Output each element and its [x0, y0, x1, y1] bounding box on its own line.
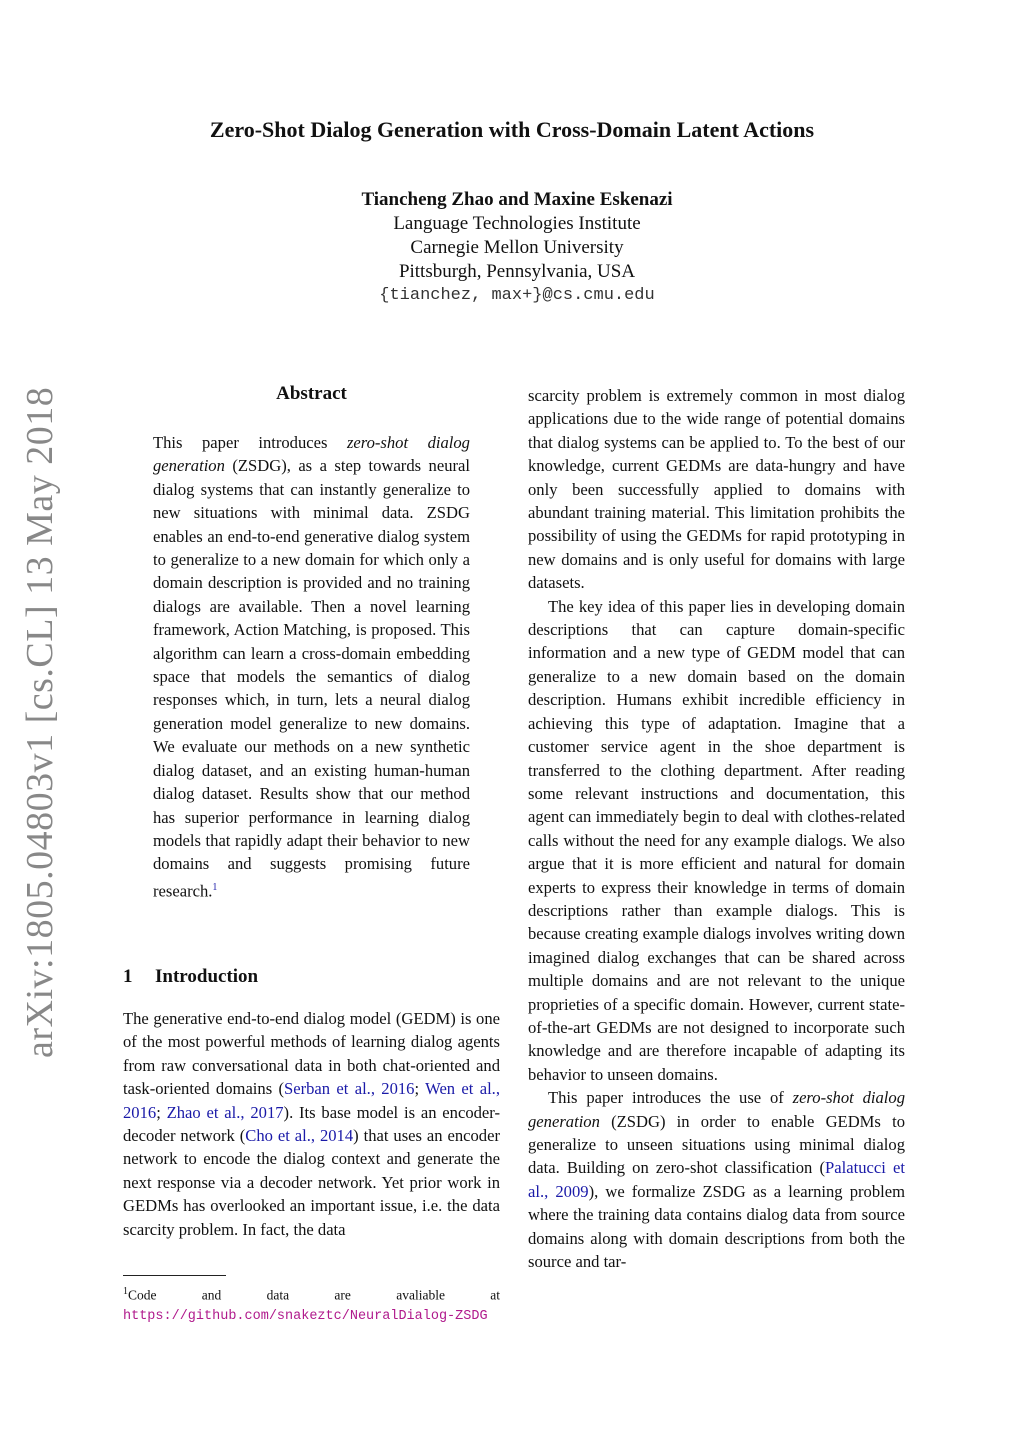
- author-email: {tianchez, max+}@cs.cmu.edu: [379, 286, 655, 305]
- right-paragraph-1: scarcity problem is extremely common in most dialog applications due to the wide range of potential domains that dialog systems can be applied to. To the best of our knowledge, current GEDMs are data-hungry and have only been successfully applied to domains with abundant training material. This limitation prohibits the possibility of using the GEDMs for rapid prototyping in new domains and is only useful for domains with large datasets.: [528, 386, 905, 593]
- abstract-term: zero-shot dialog generation: [153, 433, 470, 476]
- intro-text-c: ) that uses an encoder network to encode the dialog context and generate the next response via a decoder network. Yet prior work in GEDMs has overlooked an important issue, i.e. the data scarcity problem. In fact, the data: [123, 1126, 500, 1239]
- citation-palatucci[interactable]: Palatucci et al., 2009: [528, 1158, 905, 1201]
- footnote-divider: [123, 1275, 226, 1276]
- section-number: 1: [123, 966, 133, 987]
- intro-paragraph-1: [123, 1007, 500, 1241]
- footnote-ref[interactable]: 1: [212, 881, 218, 893]
- right-paragraph-2: The key idea of this paper lies in developing domain descriptions that can capture domain-specific information and a new type of GEDM model that can generalize to a new domain based on the domain description. Humans exhibit incredible efficiency in achieving this type of adaptation. Imagine that a customer service agent in the shoe department is transferred to the clothing department. After reading some relevant instructions and documentation, this agent can immediately begin to deal with clothes-related calls without the need for any example dialogs. We also argue that it is more efficient and natural for domain experts to express their knowledge in terms of domain descriptions rather than example dialogs. This is because creating example dialogs involves writing down imagined dialog exchanges that can be shared across multiple domains and are not relevant to the unique proprieties of a specific domain. However, current state-of-the-art GEDMs are not designed to incorporate such knowledge and are therefore incapable of adapting its behavior to unseen domains.: [528, 596, 905, 1084]
- author-location: Pittsburgh, Pennsylvania, USA: [398, 261, 636, 282]
- author-institute: Language Technologies Institute: [393, 213, 641, 234]
- paper-title: Zero-Shot Dialog Generation with Cross-Domain Latent Actions: [209, 117, 815, 142]
- intro-text-a: The generative end-to-end dialog model (GEDM) is one of the most powerful methods of learning dialog agents from raw conversational data in both chat-oriented and task-oriented domains (: [123, 1009, 500, 1099]
- citation-zhao[interactable]: Zhao et al., 2017: [166, 1102, 284, 1122]
- p3-text-b: (ZSDG) in order to enable GEDMs to generalize to unseen situations using minimal dialog data. Building on zero-shot classification (: [528, 1111, 905, 1178]
- abstract-heading: Abstract: [276, 383, 347, 404]
- footnote-mark: 1: [123, 1286, 128, 1297]
- right-column: [528, 384, 905, 1273]
- author-university: Carnegie Mellon University: [410, 237, 624, 258]
- p3-text-a: This paper introduces the use of: [548, 1088, 793, 1108]
- p3-term: zero-shot dialog generation: [528, 1088, 905, 1131]
- section-heading-introduction: [123, 966, 258, 988]
- citation-separator: ;: [414, 1079, 426, 1099]
- abstract-body: [153, 431, 470, 903]
- p3-text-c: ), we formalize ZSDG as a learning problem where the training data contains dialog data from source domains along with domain descriptions from both the source and tar-: [528, 1181, 905, 1272]
- author-block: [0, 188, 1024, 308]
- arxiv-stamp: arXiv:1805.04803v1 [cs.CL] 13 May 2018: [19, 386, 61, 1058]
- right-paragraph-3: [528, 1086, 905, 1273]
- footnote: [123, 1282, 500, 1326]
- citation-separator: ;: [156, 1102, 167, 1122]
- intro-text-b: ). Its base model is an encoder-decoder network (: [123, 1102, 501, 1146]
- section-title: Introduction: [155, 966, 259, 987]
- citation-wen[interactable]: Wen et al., 2016: [123, 1079, 500, 1122]
- abstract-intro: This paper introduces: [153, 433, 347, 452]
- footnote-url[interactable]: https://github.com/snakeztc/NeuralDialog-ZSDG: [123, 1308, 488, 1324]
- citation-cho[interactable]: Cho et al., 2014: [245, 1126, 354, 1146]
- citation-serban[interactable]: Serban et al., 2016: [284, 1079, 415, 1099]
- footnote-text: Code and data are avaliable at: [128, 1287, 500, 1303]
- abstract-text: (ZSDG), as a step towards neural dialog systems that can instantly generalize to new situations with minimal data. ZSDG enables an end-to-end generative dialog system to generalize to a new domain for which only a domain description is provided and no training dialogs are available. Then a novel learning framework, Action Matching, is proposed. This algorithm can learn a cross-domain embedding space that models the semantics of dialog responses which, in turn, lets a neural dialog generation model generalize to new domains. We evaluate our methods on a new synthetic dialog dataset, and an existing human-human dialog dataset. Results show that our method has superior performance in learning dialog models that rapidly adapt their behavior to new domains and suggests promising future research.: [153, 456, 470, 901]
- author-names: Tiancheng Zhao and Maxine Eskenazi: [361, 189, 673, 210]
